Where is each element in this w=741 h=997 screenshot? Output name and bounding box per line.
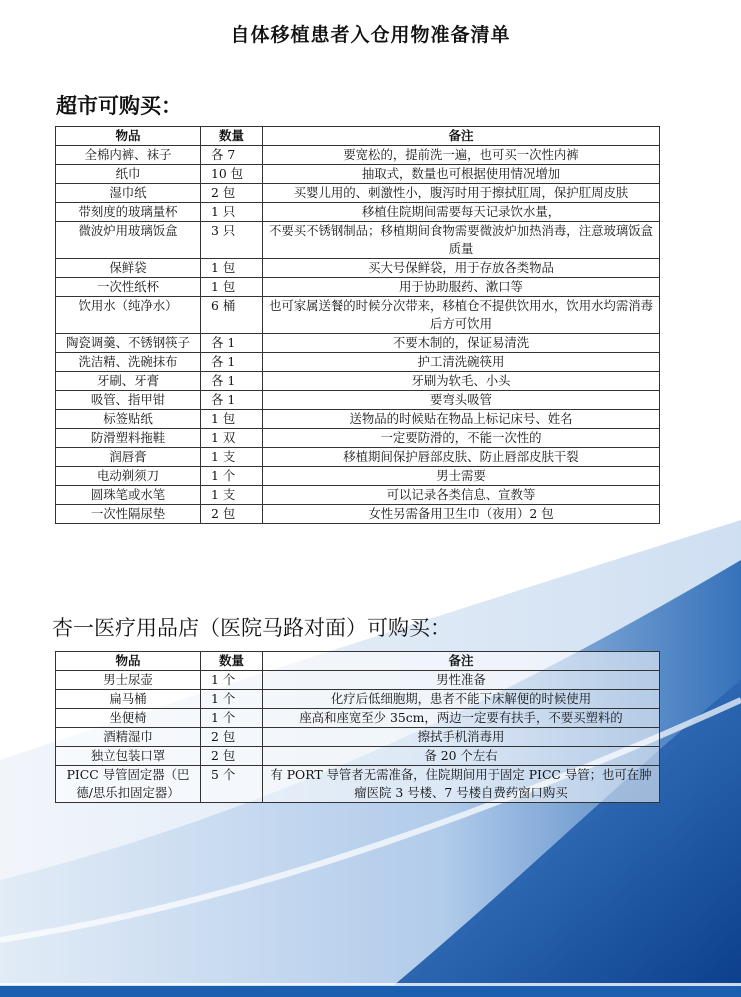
- table-row: [56, 709, 660, 728]
- item-name-cell: 牙刷、牙膏: [56, 372, 201, 391]
- item-name-cell: 扁马桶: [56, 690, 201, 709]
- item-name-cell: 湿巾纸: [56, 184, 201, 203]
- notes-cell: 买婴儿用的、刺激性小，腹泻时用于擦拭肛周，保护肛周皮肤: [263, 184, 660, 203]
- item-name-cell: 保鲜袋: [56, 259, 201, 278]
- table-row: [56, 165, 660, 184]
- table-header-row: [56, 127, 660, 146]
- notes-cell: 买大号保鲜袋，用于存放各类物品: [263, 259, 660, 278]
- table-body: [56, 671, 660, 803]
- notes-cell: 移植期间保护唇部皮肤、防止唇部皮肤干裂: [263, 448, 660, 467]
- quantity-cell: 2 包: [201, 184, 263, 203]
- quantity-cell: 3 只: [201, 222, 263, 259]
- table-row: [56, 222, 660, 259]
- column-header-quantity: 数量: [201, 127, 263, 146]
- item-name-cell: 微波炉用玻璃饭盒: [56, 222, 201, 259]
- item-name-cell: 电动剃须刀: [56, 467, 201, 486]
- table-row: [56, 278, 660, 297]
- quantity-cell: 各 7: [201, 146, 263, 165]
- item-name-cell: 一次性隔尿垫: [56, 505, 201, 524]
- supermarket-items-table: [55, 126, 660, 524]
- quantity-cell: 1 双: [201, 429, 263, 448]
- notes-cell: 用于协助服药、漱口等: [263, 278, 660, 297]
- item-name-cell: 防滑塑料拖鞋: [56, 429, 201, 448]
- quantity-cell: 10 包: [201, 165, 263, 184]
- table-row: [56, 391, 660, 410]
- notes-cell: 女性另需备用卫生巾（夜用）2 包: [263, 505, 660, 524]
- section-heading-medical-store: 杏一医疗用品店（医院马路对面）可购买：: [52, 616, 451, 640]
- table-row: [56, 410, 660, 429]
- quantity-cell: 1 只: [201, 203, 263, 222]
- quantity-cell: 1 个: [201, 709, 263, 728]
- item-name-cell: 润唇膏: [56, 448, 201, 467]
- quantity-cell: 各 1: [201, 353, 263, 372]
- table-row: [56, 429, 660, 448]
- column-header-item: 物品: [56, 127, 201, 146]
- quantity-cell: 1 个: [201, 690, 263, 709]
- table-row: [56, 486, 660, 505]
- table-row: [56, 203, 660, 222]
- notes-cell: 护工清洗碗筷用: [263, 353, 660, 372]
- notes-cell: 要弯头吸管: [263, 391, 660, 410]
- table-row: [56, 372, 660, 391]
- notes-cell: 男性准备: [263, 671, 660, 690]
- notes-cell: 有 PORT 导管者无需准备，住院期间用于固定 PICC 导管；也可在肿瘤医院 3 号楼、7 号楼自费药窗口购买: [263, 766, 660, 803]
- notes-cell: 化疗后低细胞期，患者不能下床解便的时候使用: [263, 690, 660, 709]
- table-row: [56, 297, 660, 334]
- table-header-row: [56, 652, 660, 671]
- quantity-cell: 2 包: [201, 747, 263, 766]
- notes-cell: 可以记录各类信息、宣教等: [263, 486, 660, 505]
- quantity-cell: 1 包: [201, 259, 263, 278]
- section-heading-supermarket: 超市可购买：: [56, 94, 182, 118]
- item-name-cell: 洗洁精、洗碗抹布: [56, 353, 201, 372]
- quantity-cell: 5 个: [201, 766, 263, 803]
- table-row: [56, 505, 660, 524]
- table-body: [56, 146, 660, 524]
- item-name-cell: 全棉内裤、袜子: [56, 146, 201, 165]
- table-row: [56, 728, 660, 747]
- item-name-cell: 男士尿壶: [56, 671, 201, 690]
- item-name-cell: 带刻度的玻璃量杯: [56, 203, 201, 222]
- notes-cell: 一定要防滑的，不能一次性的: [263, 429, 660, 448]
- item-name-cell: 吸管、指甲钳: [56, 391, 201, 410]
- table-row: [56, 671, 660, 690]
- column-header-item: 物品: [56, 652, 201, 671]
- table-row: [56, 467, 660, 486]
- quantity-cell: 6 桶: [201, 297, 263, 334]
- quantity-cell: 1 个: [201, 671, 263, 690]
- column-header-quantity: 数量: [201, 652, 263, 671]
- table-row: [56, 353, 660, 372]
- notes-cell: 座高和座宽至少 35cm，两边一定要有扶手，不要买塑料的: [263, 709, 660, 728]
- quantity-cell: 1 包: [201, 278, 263, 297]
- item-name-cell: 纸巾: [56, 165, 201, 184]
- column-header-notes: 备注: [263, 127, 660, 146]
- notes-cell: 牙刷为软毛、小头: [263, 372, 660, 391]
- quantity-cell: 2 包: [201, 505, 263, 524]
- notes-cell: 抽取式，数量也可根据使用情况增加: [263, 165, 660, 184]
- notes-cell: 送物品的时候贴在物品上标记床号、姓名: [263, 410, 660, 429]
- item-name-cell: 标签贴纸: [56, 410, 201, 429]
- notes-cell: 不要买不锈钢制品；移植期间食物需要微波炉加热消毒，注意玻璃饭盒质量: [263, 222, 660, 259]
- quantity-cell: 1 支: [201, 448, 263, 467]
- notes-cell: 备 20 个左右: [263, 747, 660, 766]
- table-row: [56, 747, 660, 766]
- quantity-cell: 各 1: [201, 334, 263, 353]
- quantity-cell: 2 包: [201, 728, 263, 747]
- item-name-cell: 一次性纸杯: [56, 278, 201, 297]
- item-name-cell: 坐便椅: [56, 709, 201, 728]
- medical-store-items-table: [55, 651, 660, 803]
- table-row: [56, 334, 660, 353]
- item-name-cell: 圆珠笔或水笔: [56, 486, 201, 505]
- notes-cell: 要宽松的，提前洗一遍，也可买一次性内裤: [263, 146, 660, 165]
- table-row: [56, 146, 660, 165]
- table-row: [56, 259, 660, 278]
- table-row: [56, 766, 660, 803]
- item-name-cell: 酒精湿巾: [56, 728, 201, 747]
- notes-cell: 男士需要: [263, 467, 660, 486]
- item-name-cell: PICC 导管固定器（巴德/思乐扣固定器）: [56, 766, 201, 803]
- quantity-cell: 1 包: [201, 410, 263, 429]
- column-header-notes: 备注: [263, 652, 660, 671]
- document-title: 自体移植患者入仓用物准备清单: [230, 24, 511, 46]
- table-row: [56, 184, 660, 203]
- table-row: [56, 448, 660, 467]
- quantity-cell: 1 个: [201, 467, 263, 486]
- notes-cell: 擦拭手机消毒用: [263, 728, 660, 747]
- quantity-cell: 各 1: [201, 372, 263, 391]
- item-name-cell: 独立包装口罩: [56, 747, 201, 766]
- item-name-cell: 陶瓷调羹、不锈钢筷子: [56, 334, 201, 353]
- table-row: [56, 690, 660, 709]
- notes-cell: 不要木制的，保证易清洗: [263, 334, 660, 353]
- notes-cell: 移植住院期间需要每天记录饮水量，: [263, 203, 660, 222]
- quantity-cell: 1 支: [201, 486, 263, 505]
- quantity-cell: 各 1: [201, 391, 263, 410]
- item-name-cell: 饮用水（纯净水）: [56, 297, 201, 334]
- notes-cell: 也可家属送餐的时候分次带来，移植仓不提供饮用水，饮用水均需消毒后方可饮用: [263, 297, 660, 334]
